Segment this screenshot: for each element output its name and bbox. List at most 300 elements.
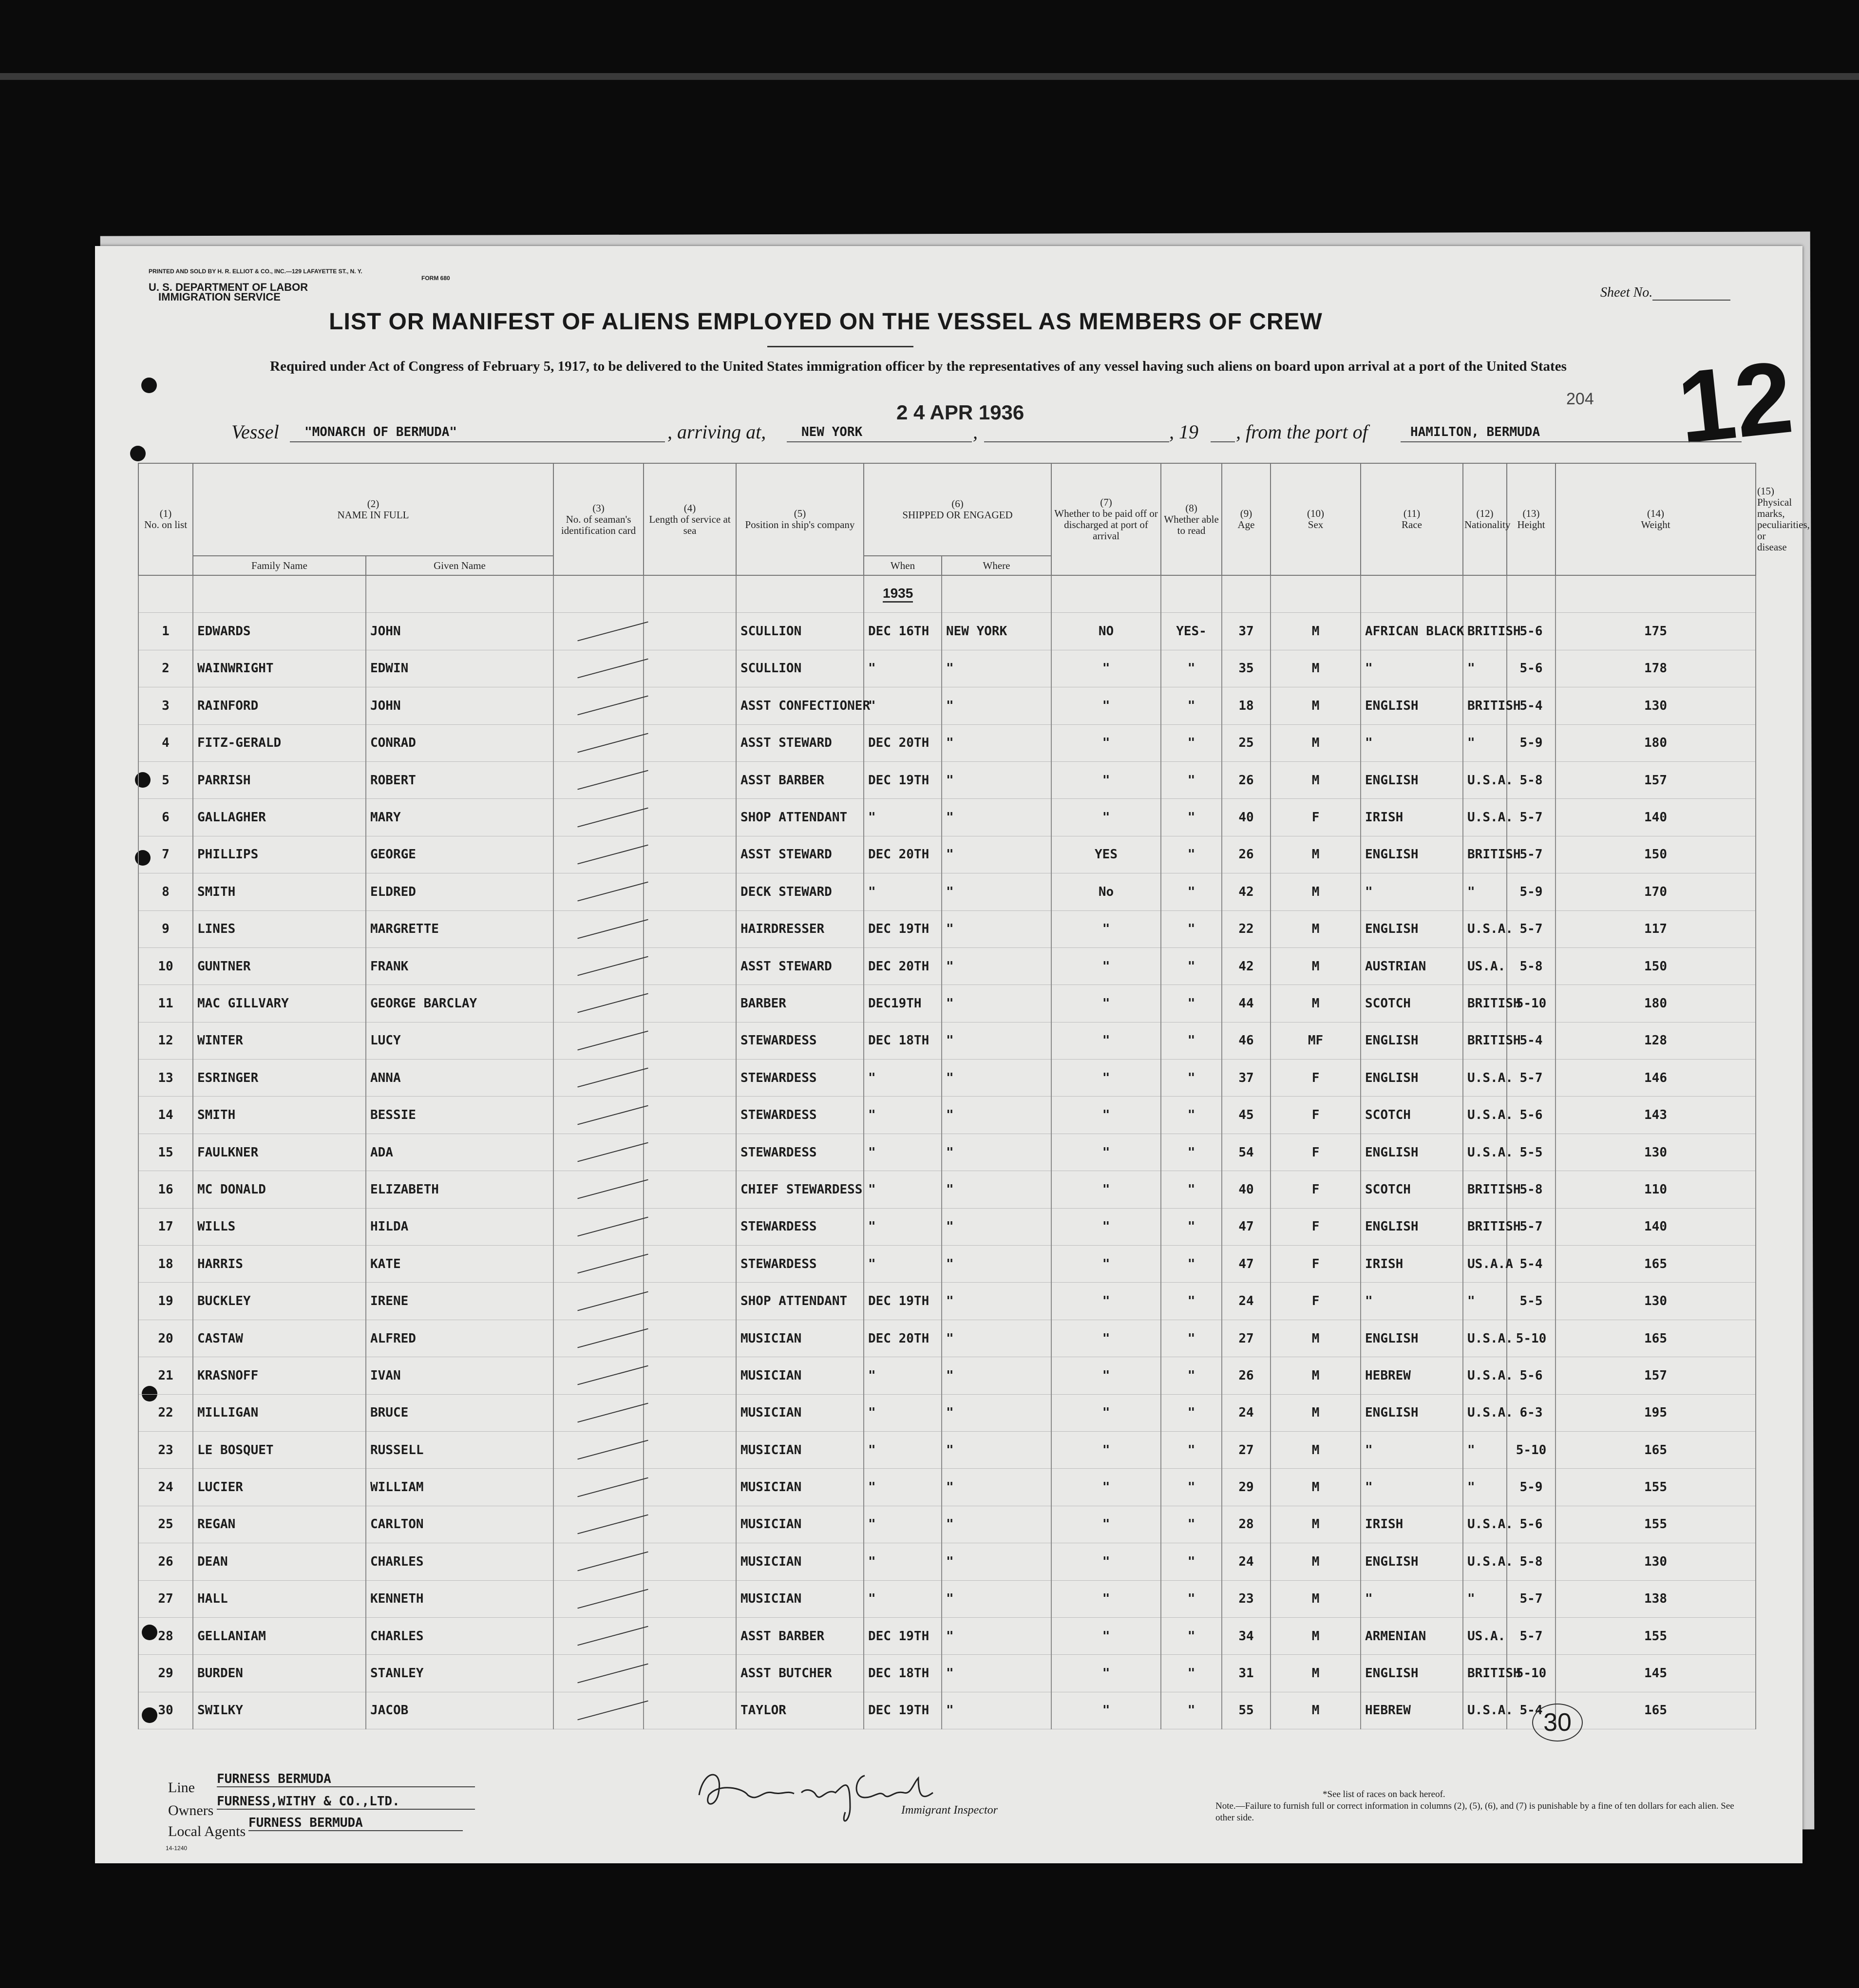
row-number: 13 — [138, 1060, 193, 1097]
height: 5-7 — [1507, 910, 1555, 947]
family-name: GELLANIAM — [193, 1617, 366, 1654]
table-row — [138, 1506, 1756, 1543]
vessel-label: Vessel — [231, 421, 279, 443]
age: 37 — [1222, 613, 1271, 650]
height: 5-6 — [1507, 1506, 1555, 1543]
weight: 140 — [1555, 799, 1756, 836]
family-name: HARRIS — [193, 1246, 366, 1283]
col-label: No. on list — [144, 519, 188, 530]
row-number: 25 — [138, 1506, 193, 1543]
id-card-check-stroke — [577, 770, 648, 790]
id-card-check-stroke — [577, 1068, 648, 1088]
given-name: GEORGE BARCLAY — [366, 985, 553, 1022]
col-weight-header — [1555, 463, 1756, 575]
able-to-read: " — [1161, 799, 1222, 836]
family-name: SMITH — [193, 873, 366, 910]
height: 5-7 — [1507, 1060, 1555, 1097]
family-name: PARRISH — [193, 761, 366, 798]
weight: 110 — [1555, 1171, 1756, 1208]
col-age-header — [1222, 463, 1271, 575]
paid-off: " — [1051, 1580, 1161, 1617]
given-name: BRUCE — [366, 1394, 553, 1431]
able-to-read: " — [1161, 1357, 1222, 1394]
id-card-cell — [553, 1357, 644, 1394]
able-to-read: " — [1161, 947, 1222, 985]
given-name: CHARLES — [366, 1543, 553, 1580]
row-number: 17 — [138, 1208, 193, 1245]
service-cell — [644, 947, 736, 985]
id-card-check-stroke — [577, 1365, 648, 1385]
nationality: BRITISH — [1463, 613, 1507, 650]
id-card-check-stroke — [577, 1440, 648, 1460]
sex: M — [1271, 1655, 1361, 1692]
given-name: ELIZABETH — [366, 1171, 553, 1208]
nationality: US.A. — [1463, 1617, 1507, 1654]
shipped-when: DEC 20TH — [864, 724, 942, 761]
race: IRISH — [1361, 1246, 1463, 1283]
height: 5-10 — [1507, 1320, 1555, 1357]
given-name: JACOB — [366, 1692, 553, 1729]
id-card-check-stroke — [577, 919, 648, 939]
col-idcard-header — [553, 463, 644, 575]
col-label: Length of service at sea — [649, 513, 731, 536]
race: " — [1361, 724, 1463, 761]
family-name: BURDEN — [193, 1655, 366, 1692]
family-name: LUCIER — [193, 1469, 366, 1506]
height: 5-7 — [1507, 1580, 1555, 1617]
handwritten-sheet-mark: 12 — [1672, 339, 1798, 465]
col-name-header — [193, 463, 553, 556]
age: 26 — [1222, 836, 1271, 873]
race: " — [1361, 1580, 1463, 1617]
service-cell — [644, 1134, 736, 1171]
paid-off: " — [1051, 1506, 1161, 1543]
able-to-read: " — [1161, 1506, 1222, 1543]
age: 34 — [1222, 1617, 1271, 1654]
nationality: " — [1463, 1469, 1507, 1506]
family-name: WILLS — [193, 1208, 366, 1245]
shipped-where: " — [942, 1283, 1051, 1320]
col-family-header: Family Name — [193, 556, 366, 575]
paid-off: " — [1051, 1283, 1161, 1320]
weight: 145 — [1555, 1655, 1756, 1692]
paid-off: " — [1051, 1469, 1161, 1506]
family-name: CASTAW — [193, 1320, 366, 1357]
col-label: Height — [1517, 519, 1545, 530]
height: 5-4 — [1507, 1692, 1555, 1729]
age: 26 — [1222, 761, 1271, 798]
id-card-cell — [553, 910, 644, 947]
shipped-when: DEC 18TH — [864, 1655, 942, 1692]
race: ENGLISH — [1361, 1060, 1463, 1097]
shipped-where: " — [942, 1357, 1051, 1394]
height: 5-4 — [1507, 1246, 1555, 1283]
sex: F — [1271, 1060, 1361, 1097]
age: 47 — [1222, 1208, 1271, 1245]
position: TAYLOR — [736, 1692, 864, 1729]
col-number: (6) — [951, 498, 964, 510]
family-name: BUCKLEY — [193, 1283, 366, 1320]
table-row — [138, 910, 1756, 947]
id-card-check-stroke — [577, 1142, 648, 1162]
id-card-cell — [553, 1283, 644, 1320]
sex: M — [1271, 1394, 1361, 1431]
position: ASST BARBER — [736, 761, 864, 798]
shipped-where: " — [942, 1246, 1051, 1283]
title-rule — [767, 346, 913, 347]
able-to-read: " — [1161, 1543, 1222, 1580]
able-to-read: " — [1161, 910, 1222, 947]
year-note-row — [138, 575, 1756, 613]
given-name: WILLIAM — [366, 1469, 553, 1506]
paid-off: " — [1051, 985, 1161, 1022]
col-service-header — [644, 463, 736, 575]
given-name: JOHN — [366, 687, 553, 724]
col-number: (7) — [1100, 496, 1112, 508]
service-name: IMMIGRATION SERVICE — [158, 291, 281, 303]
sex: M — [1271, 650, 1361, 687]
able-to-read: " — [1161, 650, 1222, 687]
given-name: CHARLES — [366, 1617, 553, 1654]
col-number: (13) — [1522, 508, 1540, 519]
age: 46 — [1222, 1022, 1271, 1059]
sex: M — [1271, 910, 1361, 947]
nationality: U.S.A. — [1463, 1543, 1507, 1580]
col-number: (3) — [592, 502, 605, 514]
nationality: U.S.A. — [1463, 799, 1507, 836]
given-name: LUCY — [366, 1022, 553, 1059]
form-code: 14-1240 — [166, 1845, 188, 1852]
col-number: (1) — [159, 508, 172, 519]
able-to-read: " — [1161, 873, 1222, 910]
sex: M — [1271, 761, 1361, 798]
row-number: 10 — [138, 947, 193, 985]
table-row — [138, 1097, 1756, 1134]
age: 27 — [1222, 1431, 1271, 1468]
height: 5-10 — [1507, 1431, 1555, 1468]
height: 5-7 — [1507, 1208, 1555, 1245]
footer-note — [1215, 1789, 1751, 1824]
service-cell — [644, 613, 736, 650]
shipped-when: DEC 19TH — [864, 1617, 942, 1654]
age: 40 — [1222, 1171, 1271, 1208]
row-number: 24 — [138, 1469, 193, 1506]
shipped-where: " — [942, 724, 1051, 761]
shipped-where: " — [942, 1208, 1051, 1245]
nationality: US.A. — [1463, 947, 1507, 985]
given-name: EDWIN — [366, 650, 553, 687]
col-label: Sex — [1308, 519, 1324, 530]
age: 44 — [1222, 985, 1271, 1022]
service-cell — [644, 1022, 736, 1059]
position: STEWARDESS — [736, 1134, 864, 1171]
id-card-check-stroke — [577, 621, 648, 641]
row-number: 30 — [138, 1692, 193, 1729]
race: ENGLISH — [1361, 1394, 1463, 1431]
age: 54 — [1222, 1134, 1271, 1171]
id-card-check-stroke — [577, 1328, 648, 1348]
given-name: RUSSELL — [366, 1431, 553, 1468]
service-cell — [644, 687, 736, 724]
id-card-cell — [553, 1134, 644, 1171]
id-card-cell — [553, 1580, 644, 1617]
service-cell — [644, 1208, 736, 1245]
id-card-cell — [553, 761, 644, 798]
able-to-read: " — [1161, 761, 1222, 798]
sex: M — [1271, 1357, 1361, 1394]
table-row — [138, 761, 1756, 798]
family-name: MAC GILLVARY — [193, 985, 366, 1022]
weight: 180 — [1555, 724, 1756, 761]
punch-hole — [141, 378, 157, 393]
row-number: 9 — [138, 910, 193, 947]
age: 45 — [1222, 1097, 1271, 1134]
shipped-when: " — [864, 1171, 942, 1208]
table-row — [138, 724, 1756, 761]
table-row — [138, 947, 1756, 985]
film-top-edge — [0, 73, 1859, 80]
shipped-when: " — [864, 650, 942, 687]
table-row — [138, 1394, 1756, 1431]
id-card-check-stroke — [577, 1552, 648, 1571]
weight: 178 — [1555, 650, 1756, 687]
weight: 130 — [1555, 687, 1756, 724]
height: 5-4 — [1507, 1022, 1555, 1059]
col-where-header: Where — [942, 556, 1051, 575]
table-row — [138, 1617, 1756, 1654]
given-name: MARY — [366, 799, 553, 836]
sex: M — [1271, 1692, 1361, 1729]
family-name: HALL — [193, 1580, 366, 1617]
id-card-check-stroke — [577, 1515, 648, 1534]
age: 24 — [1222, 1543, 1271, 1580]
id-card-cell — [553, 1617, 644, 1654]
table-row — [138, 1320, 1756, 1357]
able-to-read: " — [1161, 687, 1222, 724]
weight: 165 — [1555, 1246, 1756, 1283]
shipped-where: " — [942, 1022, 1051, 1059]
col-number: (8) — [1185, 502, 1197, 514]
nationality: US.A.A — [1463, 1246, 1507, 1283]
shipped-where: " — [942, 761, 1051, 798]
col-label: Age — [1237, 519, 1255, 530]
sex: MF — [1271, 1022, 1361, 1059]
height: 5-8 — [1507, 1543, 1555, 1580]
row-number: 7 — [138, 836, 193, 873]
race: ENGLISH — [1361, 836, 1463, 873]
row-number: 8 — [138, 873, 193, 910]
shipped-where: " — [942, 836, 1051, 873]
nationality: U.S.A. — [1463, 761, 1507, 798]
table-row — [138, 1692, 1756, 1729]
able-to-read: " — [1161, 1692, 1222, 1729]
shipped-where: " — [942, 1134, 1051, 1171]
date-line — [984, 426, 1169, 442]
paid-off: " — [1051, 1208, 1161, 1245]
nationality: BRITISH — [1463, 1208, 1507, 1245]
height: 5-7 — [1507, 836, 1555, 873]
row-number: 11 — [138, 985, 193, 1022]
weight: 155 — [1555, 1506, 1756, 1543]
position: STEWARDESS — [736, 1097, 864, 1134]
given-name: ROBERT — [366, 761, 553, 798]
family-name: PHILLIPS — [193, 836, 366, 873]
table-row — [138, 873, 1756, 910]
shipped-when: DEC19TH — [864, 985, 942, 1022]
row-number: 19 — [138, 1283, 193, 1320]
able-to-read: " — [1161, 1134, 1222, 1171]
paid-off: " — [1051, 1692, 1161, 1729]
service-cell — [644, 1617, 736, 1654]
age: 25 — [1222, 724, 1271, 761]
height: 5-9 — [1507, 1469, 1555, 1506]
id-card-check-stroke — [577, 1626, 648, 1646]
weight: 143 — [1555, 1097, 1756, 1134]
col-number: (14) — [1647, 508, 1665, 519]
sex: M — [1271, 1431, 1361, 1468]
service-cell — [644, 1469, 736, 1506]
shipped-when: " — [864, 1060, 942, 1097]
nationality: " — [1463, 724, 1507, 761]
sheet-label: Sheet No. — [1600, 285, 1653, 300]
col-label: Whether to be paid off or discharged at port of arrival — [1054, 508, 1158, 542]
nationality: " — [1463, 1580, 1507, 1617]
age: 42 — [1222, 947, 1271, 985]
given-name: IVAN — [366, 1357, 553, 1394]
id-card-check-stroke — [577, 659, 648, 679]
nationality: U.S.A. — [1463, 1097, 1507, 1134]
nationality: BRITISH — [1463, 985, 1507, 1022]
position: STEWARDESS — [736, 1246, 864, 1283]
nationality: U.S.A. — [1463, 1357, 1507, 1394]
shipped-where: " — [942, 799, 1051, 836]
height: 5-6 — [1507, 1357, 1555, 1394]
height: 5-8 — [1507, 1171, 1555, 1208]
age: 28 — [1222, 1506, 1271, 1543]
id-card-cell — [553, 1543, 644, 1580]
shipped-when: DEC 18TH — [864, 1022, 942, 1059]
id-card-cell — [553, 687, 644, 724]
id-card-cell — [553, 1431, 644, 1468]
sex: M — [1271, 1580, 1361, 1617]
id-card-check-stroke — [577, 696, 648, 716]
nationality: BRITISH — [1463, 687, 1507, 724]
sex: M — [1271, 985, 1361, 1022]
table-row — [138, 687, 1756, 724]
weight: 195 — [1555, 1394, 1756, 1431]
table-row — [138, 985, 1756, 1022]
race: " — [1361, 873, 1463, 910]
weight: 130 — [1555, 1283, 1756, 1320]
col-number: (2) — [367, 498, 379, 510]
nationality: U.S.A. — [1463, 1134, 1507, 1171]
paid-off: " — [1051, 799, 1161, 836]
shipped-when: " — [864, 687, 942, 724]
shipped-when: DEC 20TH — [864, 947, 942, 985]
shipped-when: " — [864, 873, 942, 910]
height: 5-6 — [1507, 613, 1555, 650]
id-card-cell — [553, 1692, 644, 1729]
nationality: U.S.A. — [1463, 1320, 1507, 1357]
able-to-read: " — [1161, 724, 1222, 761]
table-row — [138, 1246, 1756, 1283]
age: 31 — [1222, 1655, 1271, 1692]
able-to-read: " — [1161, 1208, 1222, 1245]
id-card-cell — [553, 1394, 644, 1431]
position: DECK STEWARD — [736, 873, 864, 910]
sex: F — [1271, 1246, 1361, 1283]
col-label: Race — [1402, 519, 1422, 530]
given-name: JOHN — [366, 613, 553, 650]
col-label: SHIPPED OR ENGAGED — [902, 509, 1013, 521]
given-name: KATE — [366, 1246, 553, 1283]
col-no-header — [138, 463, 193, 575]
shipped-when: " — [864, 1134, 942, 1171]
age: 37 — [1222, 1060, 1271, 1097]
crew-manifest-table — [138, 463, 1810, 1729]
paid-off: " — [1051, 761, 1161, 798]
shipped-when: " — [864, 1580, 942, 1617]
paid-off: " — [1051, 1320, 1161, 1357]
row-number: 29 — [138, 1655, 193, 1692]
weight: 165 — [1555, 1320, 1756, 1357]
year-label: , 19 — [1169, 421, 1198, 443]
page-subtitle: Required under Act of Congress of February 5, 1917, to be delivered to the United States immigration officer by the representatives of any vessel having such aliens on board upon arrival at a port of the United States — [270, 359, 1567, 374]
sex: F — [1271, 1171, 1361, 1208]
family-name: SMITH — [193, 1097, 366, 1134]
sex: M — [1271, 687, 1361, 724]
row-number: 3 — [138, 687, 193, 724]
able-to-read: " — [1161, 1431, 1222, 1468]
position: ASST BUTCHER — [736, 1655, 864, 1692]
id-card-cell — [553, 1469, 644, 1506]
family-name: WAINWRIGHT — [193, 650, 366, 687]
height: 5-10 — [1507, 1655, 1555, 1692]
table-row — [138, 1134, 1756, 1171]
given-name: HILDA — [366, 1208, 553, 1245]
shipped-when: " — [864, 799, 942, 836]
id-card-check-stroke — [577, 1477, 648, 1497]
shipped-where: " — [942, 910, 1051, 947]
table-row — [138, 1022, 1756, 1059]
col-number: (4) — [683, 502, 696, 514]
age: 23 — [1222, 1580, 1271, 1617]
position: STEWARDESS — [736, 1208, 864, 1245]
shipped-where: " — [942, 985, 1051, 1022]
shipped-where: " — [942, 650, 1051, 687]
paid-off: " — [1051, 1097, 1161, 1134]
row-number: 14 — [138, 1097, 193, 1134]
shipped-where: " — [942, 1097, 1051, 1134]
row-number: 18 — [138, 1246, 193, 1283]
table-row — [138, 613, 1756, 650]
height: 5-7 — [1507, 799, 1555, 836]
shipped-when: " — [864, 1246, 942, 1283]
position: ASST STEWARD — [736, 836, 864, 873]
paid-off: " — [1051, 1060, 1161, 1097]
table-row — [138, 650, 1756, 687]
row-number: 27 — [138, 1580, 193, 1617]
able-to-read: " — [1161, 985, 1222, 1022]
printer-imprint — [149, 268, 450, 282]
position: ASST BARBER — [736, 1617, 864, 1654]
shipped-when: DEC 19TH — [864, 1692, 942, 1729]
shipped-when: " — [864, 1394, 942, 1431]
shipped-when: DEC 19TH — [864, 1283, 942, 1320]
able-to-read: " — [1161, 1283, 1222, 1320]
age: 42 — [1222, 873, 1271, 910]
row-number: 2 — [138, 650, 193, 687]
